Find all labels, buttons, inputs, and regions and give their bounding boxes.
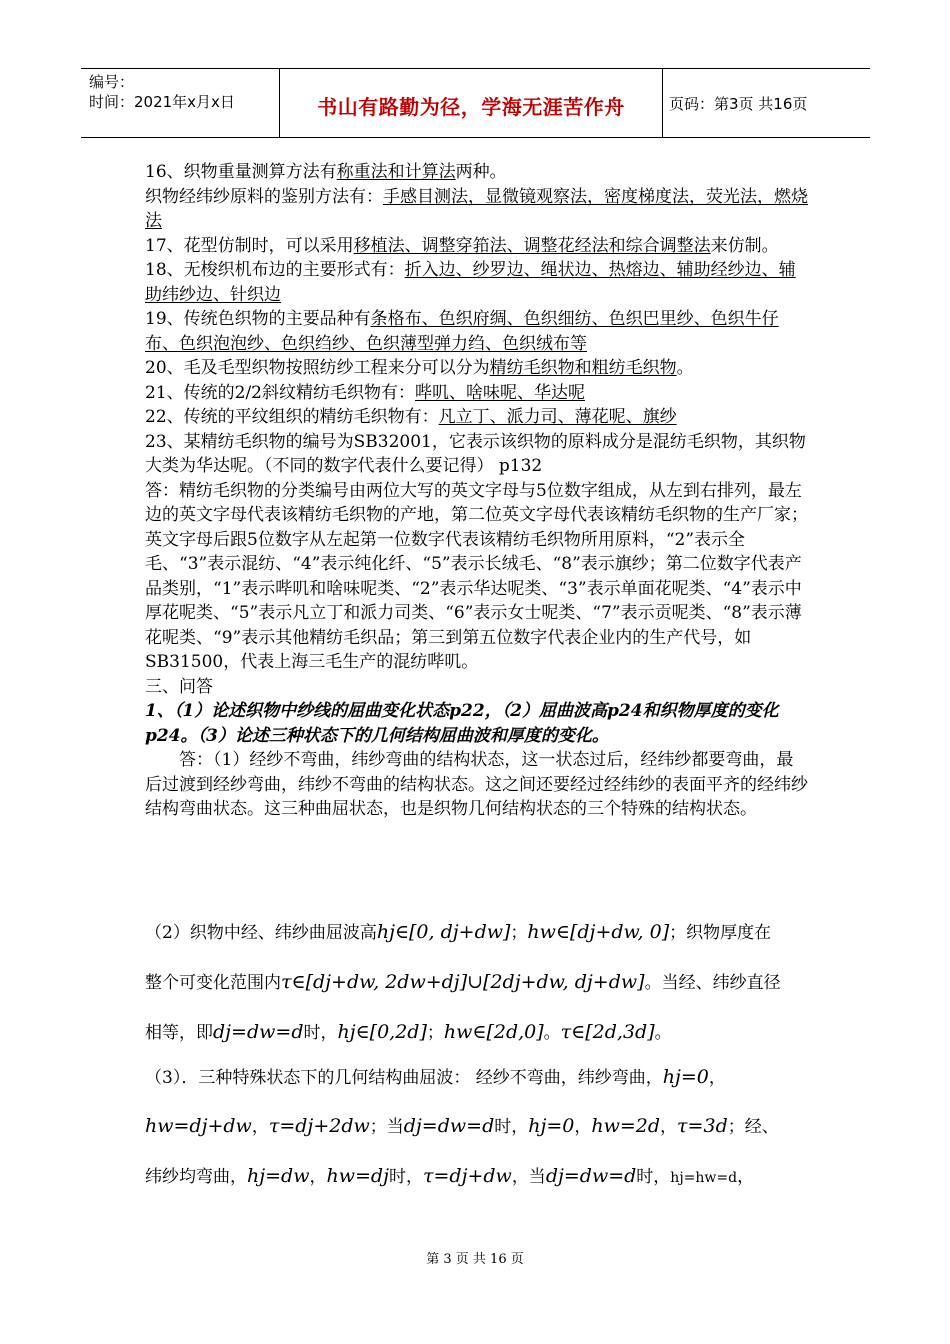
formula: dj=dw=d xyxy=(545,1165,637,1187)
answer-underline: 折入边、纱罗边、绳状边、热熔边、辅助经纱边、辅助纬纱边、针织边 xyxy=(145,260,796,305)
formula: dj=dw=d xyxy=(403,1115,495,1137)
formula: hj∈[0,2d] xyxy=(337,1021,427,1043)
formula: dj=dw=d xyxy=(213,1021,304,1043)
serial-label: 编号： xyxy=(89,73,135,91)
motto-text: 书山有路勤为径，学海无涯苦作舟 xyxy=(317,95,625,119)
answer-underline: 称重法和计算法 xyxy=(336,162,456,182)
formula: τ∈[2d,3d] xyxy=(560,1021,655,1043)
formula: hw=dj xyxy=(326,1165,389,1187)
formula: τ=3d xyxy=(677,1115,728,1137)
formula-line-4: （3）．三种特殊状态下的几何结构曲屈波： 经纱不弯曲，纬纱弯曲，hj=0， xyxy=(145,1066,726,1088)
answer-underline: 精纺毛织物和粗纺毛织物 xyxy=(489,358,677,378)
formula: hw=dj+dw xyxy=(145,1115,252,1137)
paragraph-17: 17、花型仿制时，可以采用移植法、调整穿筘法、调整花经法和综合调整法来仿制。 xyxy=(145,235,779,256)
formula: hj∈[0, dj+dw] xyxy=(376,921,511,943)
answer-underline: 凡立丁、派力司、薄花呢、旗纱 xyxy=(438,407,677,427)
answer-underline: 手感目测法，显微镜观察法，密度梯度法，荧光法，燃烧法 xyxy=(145,186,808,231)
header-page-cell xyxy=(663,69,870,137)
paragraph-20: 20、毛及毛型织物按照纺纱工程来分可以分为精纺毛织物和粗纺毛织物。 xyxy=(145,358,694,378)
time-label: 时间：2021年x月x日 xyxy=(89,93,235,111)
paragraph-19: 19、传统色织物的主要品种有条格布、色织府绸、色织细纺、色织巴里纱、色织牛仔布、色织泡泡纱、色织绉纱、色织薄型弹力绉、色织绒布等 xyxy=(145,309,779,354)
paragraph-21: 21、传统的2/2斜纹精纺毛织物有：哔叽、啥味呢、华达呢 xyxy=(145,382,585,403)
formula-line-1: （2）织物中经、纬纱曲屈波高hj∈[0, dj+dw]；hw∈[dj+dw, 0]；织物厚度在 xyxy=(145,921,772,943)
answer-1: 答：（1）经纱不弯曲，纬纱弯曲的结构状态，这一状态过后，经纬纱都要弯曲，最后过渡到经纱弯曲，纬纱不弯曲的结构状态。这之间还要经过经纬纱的表面平齐的经纬纱结构弯曲状态。这三种曲屈状态，也是织物几何结构状态的三个特殊的结构状态。 xyxy=(145,750,808,819)
header-motto-cell xyxy=(280,69,663,137)
formula: hw∈[2d,0] xyxy=(443,1021,544,1043)
formula: hj=0 xyxy=(662,1066,709,1088)
paragraph-23: 23、某精纺毛织物的编号为SB32001，它表示该织物的原料成分是混纺毛织物，其织物大类为华达呢。（不同的数字代表什么要记得） p132 xyxy=(145,431,806,476)
question-1: 1、（1）论述织物中纱线的屈曲变化状态p22，（2）屈曲波高p24和织物厚度的变化p24。（3）论述三种状态下的几何结构屈曲波和厚度的变化。 xyxy=(145,701,779,746)
answer-underline: 哔叽、啥味呢、华达呢 xyxy=(415,382,585,403)
formula-line-6: 纬纱均弯曲，hj=dw，hw=dj时，τ=dj+dw，当dj=dw=d时，hj=hw=d， xyxy=(145,1165,755,1187)
answer-23: 答：精纺毛织物的分类编号由两位大写的英文字母与5位数字组成，从左到右排列，最左边的英文字母代表该精纺毛织物的产地，第二位英文字母代表该精纺毛织物的生产厂家；英文字母后跟5位数字从左起第一位数字代表该精纺毛织物所用原料，“2”表示全毛、“3”表示混纺、“4”表示纯化纤、“5”表示长绒毛、“8”表示旗纱；第二位数字代表产品类别，“1”表示哔叽和啥味呢类、“2”表示华达呢类、“3”表示单面花呢类、“4”表示中厚花呢类、“5”表示凡立丁和派力司类、“6”表示女士呢类、“7”表示贡呢类、“8”表示薄花呢类、“9”表示其他精纺毛织品；第三到第五位数字代表企业内的生产代号，如SB31500，代表上海三毛生产的混纺哔叽。 xyxy=(145,480,808,672)
header-meta-cell xyxy=(81,69,280,137)
paragraph-16: 16、织物重量测算方法有称重法和计算法两种。 xyxy=(145,162,507,182)
formula: hj=0 xyxy=(528,1115,575,1137)
formula: τ=dj+dw xyxy=(422,1165,512,1187)
page-header xyxy=(81,68,870,138)
formula-line-3: 相等，即dj=dw=d时，hj∈[0,2d]；hw∈[2d,0]。τ∈[2d,3d]。 xyxy=(145,1021,672,1043)
formula: τ=dj+2dw xyxy=(268,1115,370,1137)
formula-line-2: 整个可变化范围内τ∈[dj+dw, 2dw+dj]∪[2dj+dw, dj+dw]。当经、纬纱直径 xyxy=(145,971,781,993)
answer-underline: 条格布、色织府绸、色织细纺、色织巴里纱、色织牛仔布、色织泡泡纱、色织绉纱、色织薄型弹力绉、色织绒布等 xyxy=(145,309,779,354)
formula: τ∈[dj+dw, 2dw+dj]∪[2dj+dw, dj+dw] xyxy=(281,971,645,993)
answer-underline: 移植法、调整穿筘法、调整花经法和综合调整法 xyxy=(353,235,711,256)
paragraph-22: 22、传统的平纹组织的精纺毛织物有：凡立丁、派力司、薄花呢、旗纱 xyxy=(145,407,677,427)
formula-line-5: hw=dj+dw，τ=dj+2dw；当dj=dw=d时，hj=0，hw=2d，τ=3d；经、 xyxy=(145,1115,779,1137)
formula: hj=dw xyxy=(247,1165,310,1187)
formula: hw∈[dj+dw, 0] xyxy=(527,921,670,943)
document-body xyxy=(145,160,810,822)
paragraph-fiber: 织物经纬纱原料的鉴别方法有：手感目测法，显微镜观察法，密度梯度法，荧光法，燃烧法 xyxy=(145,186,808,231)
section-heading: 三、问答 xyxy=(145,676,213,697)
page-footer: 第 3 页 共 16 页 xyxy=(426,1252,524,1267)
paragraph-18: 18、无梭织机布边的主要形式有：折入边、纱罗边、绳状边、热熔边、辅助经纱边、辅助纬纱边、针织边 xyxy=(145,260,796,305)
formula: hj=hw=d xyxy=(670,1170,738,1186)
page-info: 页码：第3页 共16页 xyxy=(669,95,808,113)
formula: hw=2d xyxy=(591,1115,661,1137)
